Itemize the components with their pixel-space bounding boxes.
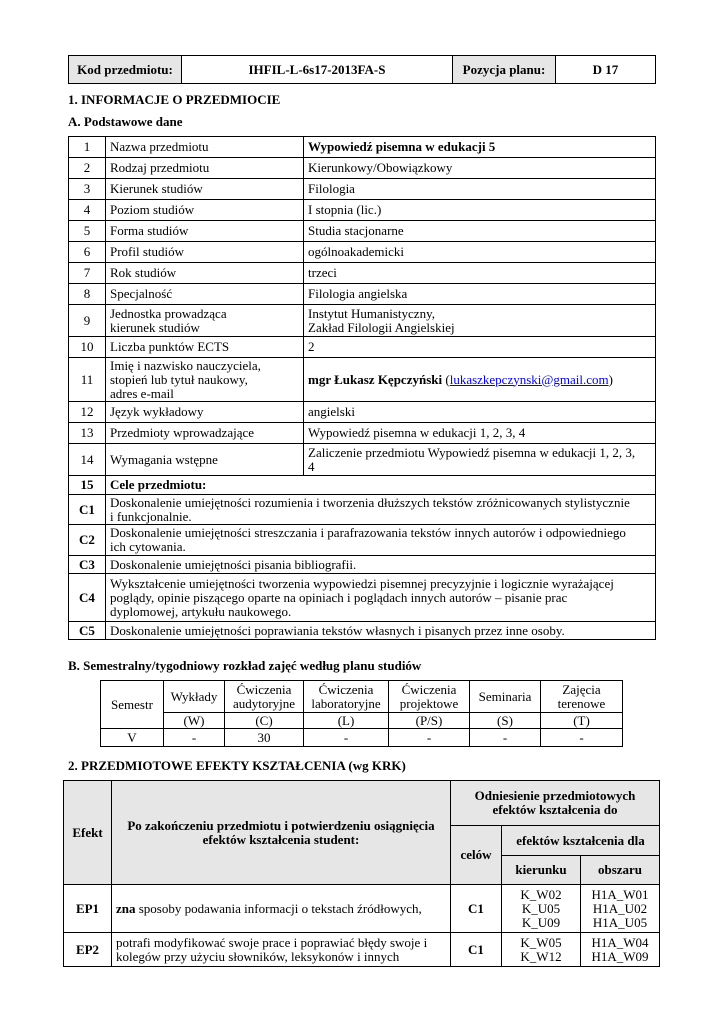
- table-row: 1 Nazwa przedmiotu Wypowiedź pisemna w edukacji 5: [69, 137, 656, 158]
- goals-header-row: 15 Cele przedmiotu:: [69, 476, 656, 495]
- teacher-email-link[interactable]: lukaszkepczynski@gmail.com: [449, 371, 609, 387]
- table-row: 4 Poziom studiów I stopnia (lic.): [69, 200, 656, 221]
- header-table: [68, 55, 656, 84]
- table-row: 5 Forma studiów Studia stacjonarne: [69, 221, 656, 242]
- table-row: 9 Jednostka prowadząca kierunek studiów Instytut Humanistyczny, Zakład Filologii Angielskiej: [69, 305, 656, 337]
- goals-title: Cele przedmiotu:: [106, 476, 656, 495]
- effects-table: Efekt Po zakończeniu przedmiotu i potwierdzeniu osiągnięcia efektów kształcenia student: Odniesienie przedmiotowych efektów kształcenia do celów efektów kształcenia dla kierunku obszaru EP1 zna sposoby podawania informacji o tekstach źródłowych, C1 K_W02 K_U05 K_U09 H1A_W01 H1A_U02 H1A_U05 EP2 potrafi modyfikować swoje prace i poprawiać błędy swoje i kolegów przy użyciu słowników, leksykonów i innych C1 K_W05 K_W12 H1A_W04 H1A_W09: [63, 780, 660, 967]
- schedule-table: Semestr Wykłady Ćwiczenia audytoryjne Ćwiczenia laboratoryjne Ćwiczenia projektowe Seminaria Zajęcia terenowe (W) (C) (L) (P/S) (S) (T) V - 30 - - - -: [100, 680, 623, 747]
- plan-position-value: D 17: [556, 56, 656, 84]
- course-code-label: Kod przedmiotu:: [69, 56, 182, 84]
- teacher-name: mgr Łukasz Kępczyński: [308, 371, 443, 387]
- goal-row: C4 Wykształcenie umiejętności tworzenia wypowiedzi pisemnej precyzyjnie i logicznie wyrażającej poglądy, opinie piszącego oparte na opiniach i poglądach innych autorów – pisanie prac dyplomowej, artykułu naukowego.: [69, 574, 656, 622]
- section-a-title: A. Podstawowe dane: [68, 114, 183, 129]
- table-row: 14 Wymagania wstępne Zaliczenie przedmiotu Wypowiedź pisemna w edukacji 1, 2, 3, 4: [69, 444, 656, 476]
- table-row: EP1 zna sposoby podawania informacji o tekstach źródłowych, C1 K_W02 K_U05 K_U09 H1A_W01 H1A_U02 H1A_U05: [64, 885, 660, 933]
- table-row: 2 Rodzaj przedmiotu Kierunkowy/Obowiązkowy: [69, 158, 656, 179]
- table-row: 8 Specjalność Filologia angielska: [69, 284, 656, 305]
- table-row: V - 30 - - - -: [101, 729, 623, 747]
- table-row: 11 Imię i nazwisko nauczyciela, stopień lub tytuł naukowy, adres e-mail mgr Łukasz Kępczyński (lukaszkepczynski@gmail.com): [69, 358, 656, 402]
- semester-header: Semestr: [101, 681, 164, 729]
- table-row: 10 Liczba punktów ECTS 2: [69, 337, 656, 358]
- plan-position-label: Pozycja planu:: [453, 56, 556, 84]
- goal-row: C5 Doskonalenie umiejętności poprawiania tekstów własnych i pisanych przez inne osoby.: [69, 622, 656, 640]
- goal-row: C2 Doskonalenie umiejętności streszczania i parafrazowania tekstów innych autorów i odpowiedniego ich cytowania.: [69, 525, 656, 556]
- section-b-title: B. Semestralny/tygodniowy rozkład zajęć według planu studiów: [68, 658, 422, 673]
- goal-row: C1 Doskonalenie umiejętności rozumienia i tworzenia dłuższych tekstów zróżnicowanych stylistycznie i funkcjonalnie.: [69, 495, 656, 525]
- section-1-title: 1. INFORMACJE O PRZEDMIOCIE: [68, 92, 281, 107]
- table-row: 13 Przedmioty wprowadzające Wypowiedź pisemna w edukacji 1, 2, 3, 4: [69, 423, 656, 444]
- effect-header: Efekt: [64, 781, 112, 885]
- table-row: 3 Kierunek studiów Filologia: [69, 179, 656, 200]
- section-2-title: 2. PRZEDMIOTOWE EFEKTY KSZTAŁCENIA (wg KRK): [68, 758, 406, 773]
- basic-data-table: [68, 136, 656, 640]
- table-row: 7 Rok studiów trzeci: [69, 263, 656, 284]
- table-row: EP2 potrafi modyfikować swoje prace i poprawiać błędy swoje i kolegów przy użyciu słowników, leksykonów i innych C1 K_W05 K_W12 H1A_W04 H1A_W09: [64, 933, 660, 967]
- course-name: Wypowiedź pisemna w edukacji 5: [304, 137, 656, 158]
- goal-row: C3 Doskonalenie umiejętności pisania bibliografii.: [69, 556, 656, 574]
- table-row: 6 Profil studiów ogólnoakademicki: [69, 242, 656, 263]
- course-code-value: IHFIL-L-6s17-2013FA-S: [182, 56, 453, 84]
- table-row: 12 Język wykładowy angielski: [69, 402, 656, 423]
